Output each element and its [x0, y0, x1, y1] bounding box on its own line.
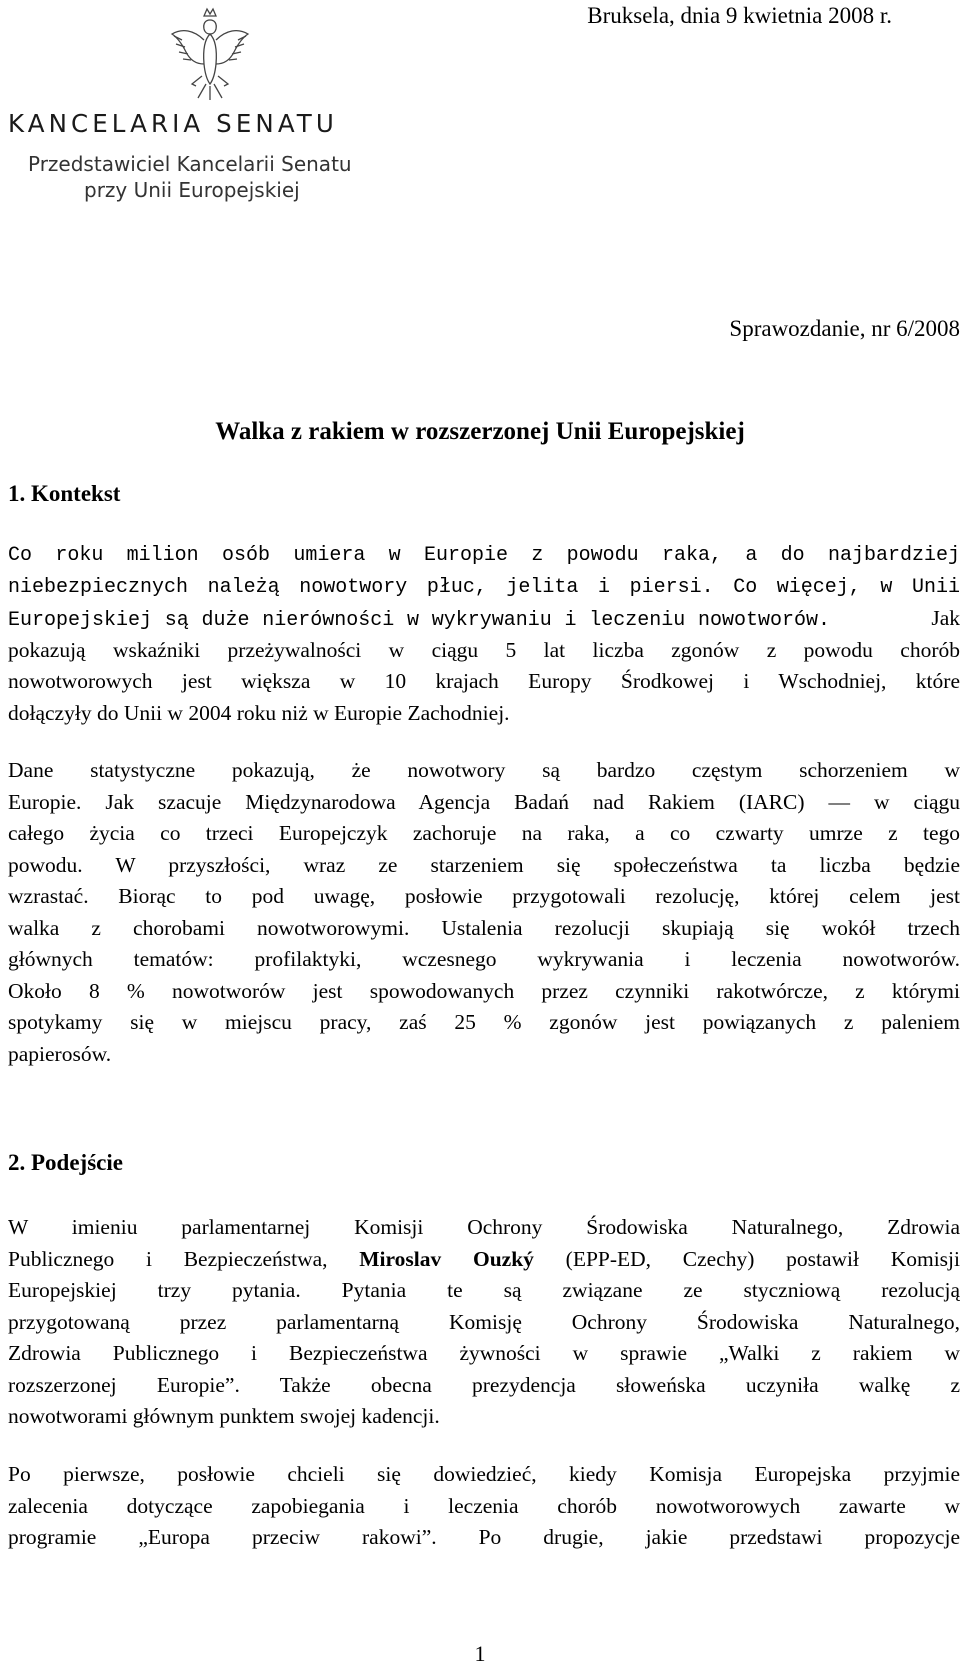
text-line: W imieniu parlamentarnej Komisji Ochrony Środowiska Naturalnego, Zdrowia	[8, 1215, 960, 1239]
text-line: Około 8 % nowotworów jest spowodowanych przez czynniki rakotwórcze, z którymi	[8, 978, 960, 1003]
text-line: pokazują wskaźniki przeżywalności w ciągu 5 lat liczba zgonów z powodu chorób	[8, 637, 960, 662]
text-line: całego życia co trzeci Europejczyk zachoruje na raka, a co czwarty umrze z tego	[8, 821, 960, 845]
polish-eagle-icon	[168, 6, 252, 102]
text-line: papierosów.	[8, 1041, 112, 1066]
section-1-heading: 1. Kontekst	[8, 481, 121, 506]
section-2-paragraph-2	[8, 1459, 960, 1554]
text-line: wzrastać. Biorąc to pod uwagę, posłowie przygotowali rezolucję, której celem jest	[8, 884, 960, 908]
section-1-paragraph-1	[8, 540, 960, 729]
text-line-part: Publicznego i Bezpieczeństwa,	[8, 1246, 360, 1271]
text-line: Zdrowia Publicznego i Bezpieczeństwa żywności w sprawie „Walki z rakiem w	[8, 1341, 960, 1365]
text-line: spotykamy się w miejscu pracy, zaś 25 % zgonów jest powiązanych z paleniem	[8, 1010, 960, 1034]
section-1-paragraph-2	[8, 755, 960, 1070]
text-line	[8, 1244, 960, 1276]
mep-name: Miroslav Ouzký	[359, 1246, 534, 1271]
text-line: Europie. Jak szacuje Międzynarodowa Agencja Badań nad Rakiem (IARC) — w ciągu	[8, 789, 960, 814]
text-line-part: Jak	[931, 606, 960, 630]
text-line-part: Europejskiej są duże nierówności w wykrywaniu i leczeniu nowotworów.	[8, 609, 830, 632]
text-line: nowotworami głównym punktem swojej kadencji.	[8, 1404, 440, 1428]
page-number: 1	[474, 1641, 486, 1666]
text-line: Dane statystyczne pokazują, że nowotwory są bardzo częstym schorzeniem w	[8, 758, 960, 782]
text-line: dołączyły do Unii w 2004 roku niż w Europie Zachodniej.	[8, 700, 510, 725]
text-line-part: (EPP-ED, Czechy) postawił Komisji	[533, 1246, 960, 1271]
text-line	[8, 603, 960, 635]
text-line: nowotworowych jest większa w 10 krajach Europy Środkowej i Wschodniej, które	[8, 669, 960, 693]
text-line: zalecenia dotyczące zapobiegania i leczenia chorób nowotworowych zawarte w	[8, 1493, 960, 1518]
text-line: Po pierwsze, posłowie chcieli się dowiedzieć, kiedy Komisja Europejska przyjmie	[8, 1462, 960, 1486]
document-title: Walka z rakiem w rozszerzonej Unii Europejskiej	[215, 418, 745, 445]
text-line: powodu. W przyszłości, wraz ze starzeniem się społeczeństwa ta liczba będzie	[8, 852, 960, 877]
report-number: Sprawozdanie, nr 6/2008	[729, 316, 960, 341]
text-line: rozszerzonej Europie”. Także obecna prezydencja słoweńska uczyniła walkę z	[8, 1372, 960, 1397]
text-line: Co roku milion osób umiera w Europie z powodu raka, a do najbardziej	[8, 544, 960, 567]
institution-subtitle-1: Przedstawiciel Kancelarii Senatu	[28, 152, 352, 176]
institution-name: KANCELARIA SENATU	[8, 109, 338, 138]
text-line: niebezpiecznych należą nowotwory płuc, jelita i piersi. Co więcej, w Unii	[8, 575, 960, 599]
text-line: programie „Europa przeciw rakowi”. Po drugie, jakie przedstawi propozycje	[8, 1525, 960, 1549]
date-line: Bruksela, dnia 9 kwietnia 2008 r.	[587, 3, 892, 28]
institution-subtitle-2: przy Unii Europejskiej	[84, 178, 300, 202]
section-2-heading: 2. Podejście	[8, 1150, 123, 1175]
section-2-paragraph-1	[8, 1212, 960, 1433]
text-line: Europejskiej trzy pytania. Pytania te są związane ze styczniową rezolucją	[8, 1278, 960, 1302]
text-line: przygotowaną przez parlamentarną Komisję Ochrony Środowiska Naturalnego,	[8, 1309, 960, 1334]
text-line: walka z chorobami nowotworowymi. Ustalenia rezolucji skupiają się wokół trzech	[8, 915, 960, 940]
text-line: głównych tematów: profilaktyki, wczesnego wykrywania i leczenia nowotworów.	[8, 947, 960, 971]
